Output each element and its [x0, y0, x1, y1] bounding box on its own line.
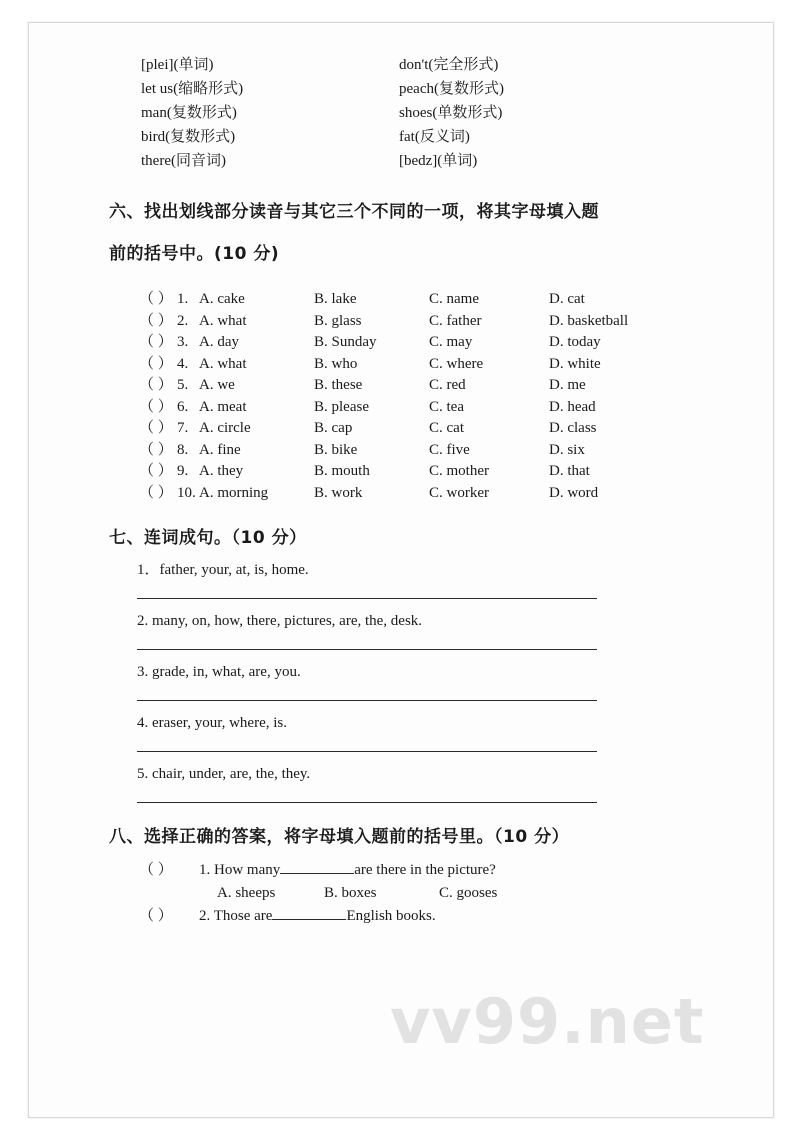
option-a[interactable]: A. fine — [199, 441, 241, 458]
question-number: 10. — [177, 484, 196, 501]
option-c[interactable]: C. may — [429, 334, 473, 350]
option-c[interactable]: C. five — [429, 441, 470, 458]
option-b[interactable]: B. cap — [314, 420, 353, 436]
sentence-prompt: 4. eraser, your, where, is. — [137, 715, 287, 731]
option-b[interactable]: B. bike — [314, 441, 358, 458]
question-number: 7. — [177, 420, 189, 436]
option-b[interactable]: B. these — [314, 377, 363, 393]
answer-bracket[interactable]: （ ） — [139, 484, 173, 501]
option-c[interactable]: C. mother — [429, 463, 489, 479]
sentence-prompt: 1．father, your, at, is, home. — [137, 562, 309, 578]
option-c[interactable]: C. name — [429, 291, 479, 307]
paper-sheet — [28, 22, 774, 1118]
word-item: shoes(单数形式) — [399, 105, 503, 121]
option-d[interactable]: D. me — [549, 377, 586, 393]
question-row — [109, 905, 729, 928]
option-d[interactable]: D. six — [549, 441, 585, 458]
word-list-left-column — [141, 53, 243, 173]
option-d[interactable]: D. word — [549, 484, 599, 501]
option-c[interactable]: C. worker — [429, 484, 489, 501]
question-row — [109, 375, 729, 397]
question-row — [109, 354, 729, 376]
option-c[interactable]: C. where — [429, 355, 484, 372]
word-item: peach(复数形式) — [399, 81, 504, 97]
answer-bracket[interactable]: （ ） — [139, 291, 173, 307]
word-transform-list — [109, 53, 729, 173]
question-number: 8. — [177, 441, 189, 458]
answer-bracket[interactable]: （ ） — [139, 334, 173, 350]
option-b[interactable]: B. who — [314, 355, 358, 372]
option-row — [109, 882, 729, 905]
word-list-right-column — [399, 53, 504, 173]
answer-bracket[interactable]: （ ） — [139, 398, 173, 415]
question-row — [109, 397, 729, 419]
option-a[interactable]: A. cake — [199, 291, 245, 307]
option-a[interactable]: A. we — [199, 377, 235, 393]
option-a[interactable]: A. what — [199, 355, 247, 372]
question-number: 1. — [177, 291, 189, 307]
word-item: bird(复数形式) — [141, 129, 236, 145]
section-6-items — [109, 289, 729, 504]
question-row — [109, 461, 729, 483]
question-text-before: 1. How many — [199, 862, 281, 878]
answer-bracket[interactable]: （ ） — [139, 908, 173, 924]
word-item: don't(完全形式) — [399, 57, 499, 73]
answer-bracket[interactable]: （ ） — [139, 312, 173, 329]
word-item: let us(缩略形式) — [141, 81, 244, 97]
section-6-heading — [109, 191, 729, 275]
option-b[interactable]: B. glass — [314, 312, 362, 329]
question-row — [109, 311, 729, 333]
answer-bracket[interactable]: （ ） — [139, 463, 173, 479]
option-d[interactable]: D. cat — [549, 291, 585, 307]
option-d[interactable]: D. class — [549, 420, 597, 436]
question-text-before: 2. Those are — [199, 908, 273, 924]
option-a[interactable]: A. circle — [199, 420, 251, 436]
option-c[interactable]: C. red — [429, 377, 466, 393]
option-d[interactable]: D. white — [549, 355, 601, 372]
sentence-prompt: 3. grade, in, what, are, you. — [137, 664, 301, 680]
question-text-after: English books. — [346, 908, 436, 924]
option-c[interactable]: C. father — [429, 312, 482, 329]
question-row — [109, 332, 729, 354]
answer-bracket[interactable]: （ ） — [139, 441, 173, 458]
question-row — [109, 418, 729, 440]
answer-bracket[interactable]: （ ） — [139, 862, 173, 878]
question-row — [109, 859, 729, 882]
section-8-items — [109, 859, 729, 928]
answer-rule[interactable] — [137, 802, 597, 803]
option-a[interactable]: A. morning — [199, 484, 269, 501]
sentence-prompt: 2. many, on, how, there, pictures, are, the, desk. — [137, 613, 423, 629]
watermark: vv99.net — [390, 985, 705, 1058]
question-number: 9. — [177, 463, 189, 479]
page-content — [109, 53, 729, 928]
option-b[interactable]: B. mouth — [314, 463, 370, 479]
question-number: 4. — [177, 355, 189, 372]
option-a[interactable]: A. meat — [199, 398, 247, 415]
option-d[interactable]: D. that — [549, 463, 590, 479]
section-6-heading-line1: 六、找出划线部分读音与其它三个不同的一项，将其字母填入题 — [109, 202, 599, 222]
fill-blank[interactable] — [272, 919, 346, 920]
option-a[interactable]: A. sheeps — [217, 885, 276, 901]
sentence-prompt: 5. chair, under, are, the, they. — [137, 766, 311, 782]
option-b[interactable]: B. work — [314, 484, 363, 501]
section-8-heading: 八、选择正确的答案，将字母填入题前的括号里。（10 分） — [109, 827, 570, 847]
question-number: 5. — [177, 377, 189, 393]
question-row — [109, 483, 729, 505]
option-d[interactable]: D. today — [549, 334, 601, 350]
word-item: man(复数形式) — [141, 105, 237, 121]
option-a[interactable]: A. what — [199, 312, 247, 329]
word-item: fat(反义词) — [399, 129, 470, 145]
option-b[interactable]: B. Sunday — [314, 334, 377, 350]
question-text — [199, 905, 436, 928]
word-item: [bedz](单词) — [399, 153, 478, 169]
option-d[interactable]: D. basketball — [549, 312, 629, 329]
option-d[interactable]: D. head — [549, 398, 596, 415]
option-b[interactable]: B. lake — [314, 291, 357, 307]
option-c[interactable]: C. cat — [429, 420, 464, 436]
section-7-heading: 七、连词成句。（10 分） — [109, 528, 307, 548]
question-number: 3. — [177, 334, 189, 350]
answer-rule[interactable] — [137, 751, 597, 752]
answer-bracket[interactable]: （ ） — [139, 355, 173, 372]
option-b[interactable]: B. boxes — [324, 885, 377, 901]
question-row — [109, 289, 729, 311]
section-7-items — [109, 558, 729, 803]
option-a[interactable]: A. they — [199, 463, 244, 479]
option-c[interactable]: C. gooses — [439, 885, 498, 901]
question-row — [109, 440, 729, 462]
option-a[interactable]: A. day — [199, 334, 239, 350]
answer-bracket[interactable]: （ ） — [139, 420, 173, 436]
fill-blank[interactable] — [280, 873, 354, 874]
word-item: [plei](单词) — [141, 57, 214, 73]
option-b[interactable]: B. please — [314, 398, 369, 415]
answer-rule[interactable] — [137, 649, 597, 650]
section-6-heading-line2: 前的括号中。(10 分) — [109, 244, 280, 264]
question-number: 6. — [177, 398, 189, 415]
word-item: there(同音词) — [141, 153, 226, 169]
answer-rule[interactable] — [137, 598, 597, 599]
question-text-after: are there in the picture? — [354, 862, 496, 878]
option-c[interactable]: C. tea — [429, 398, 464, 415]
question-text — [199, 859, 496, 882]
answer-bracket[interactable]: （ ） — [139, 377, 173, 393]
question-number: 2. — [177, 312, 189, 329]
answer-rule[interactable] — [137, 700, 597, 701]
